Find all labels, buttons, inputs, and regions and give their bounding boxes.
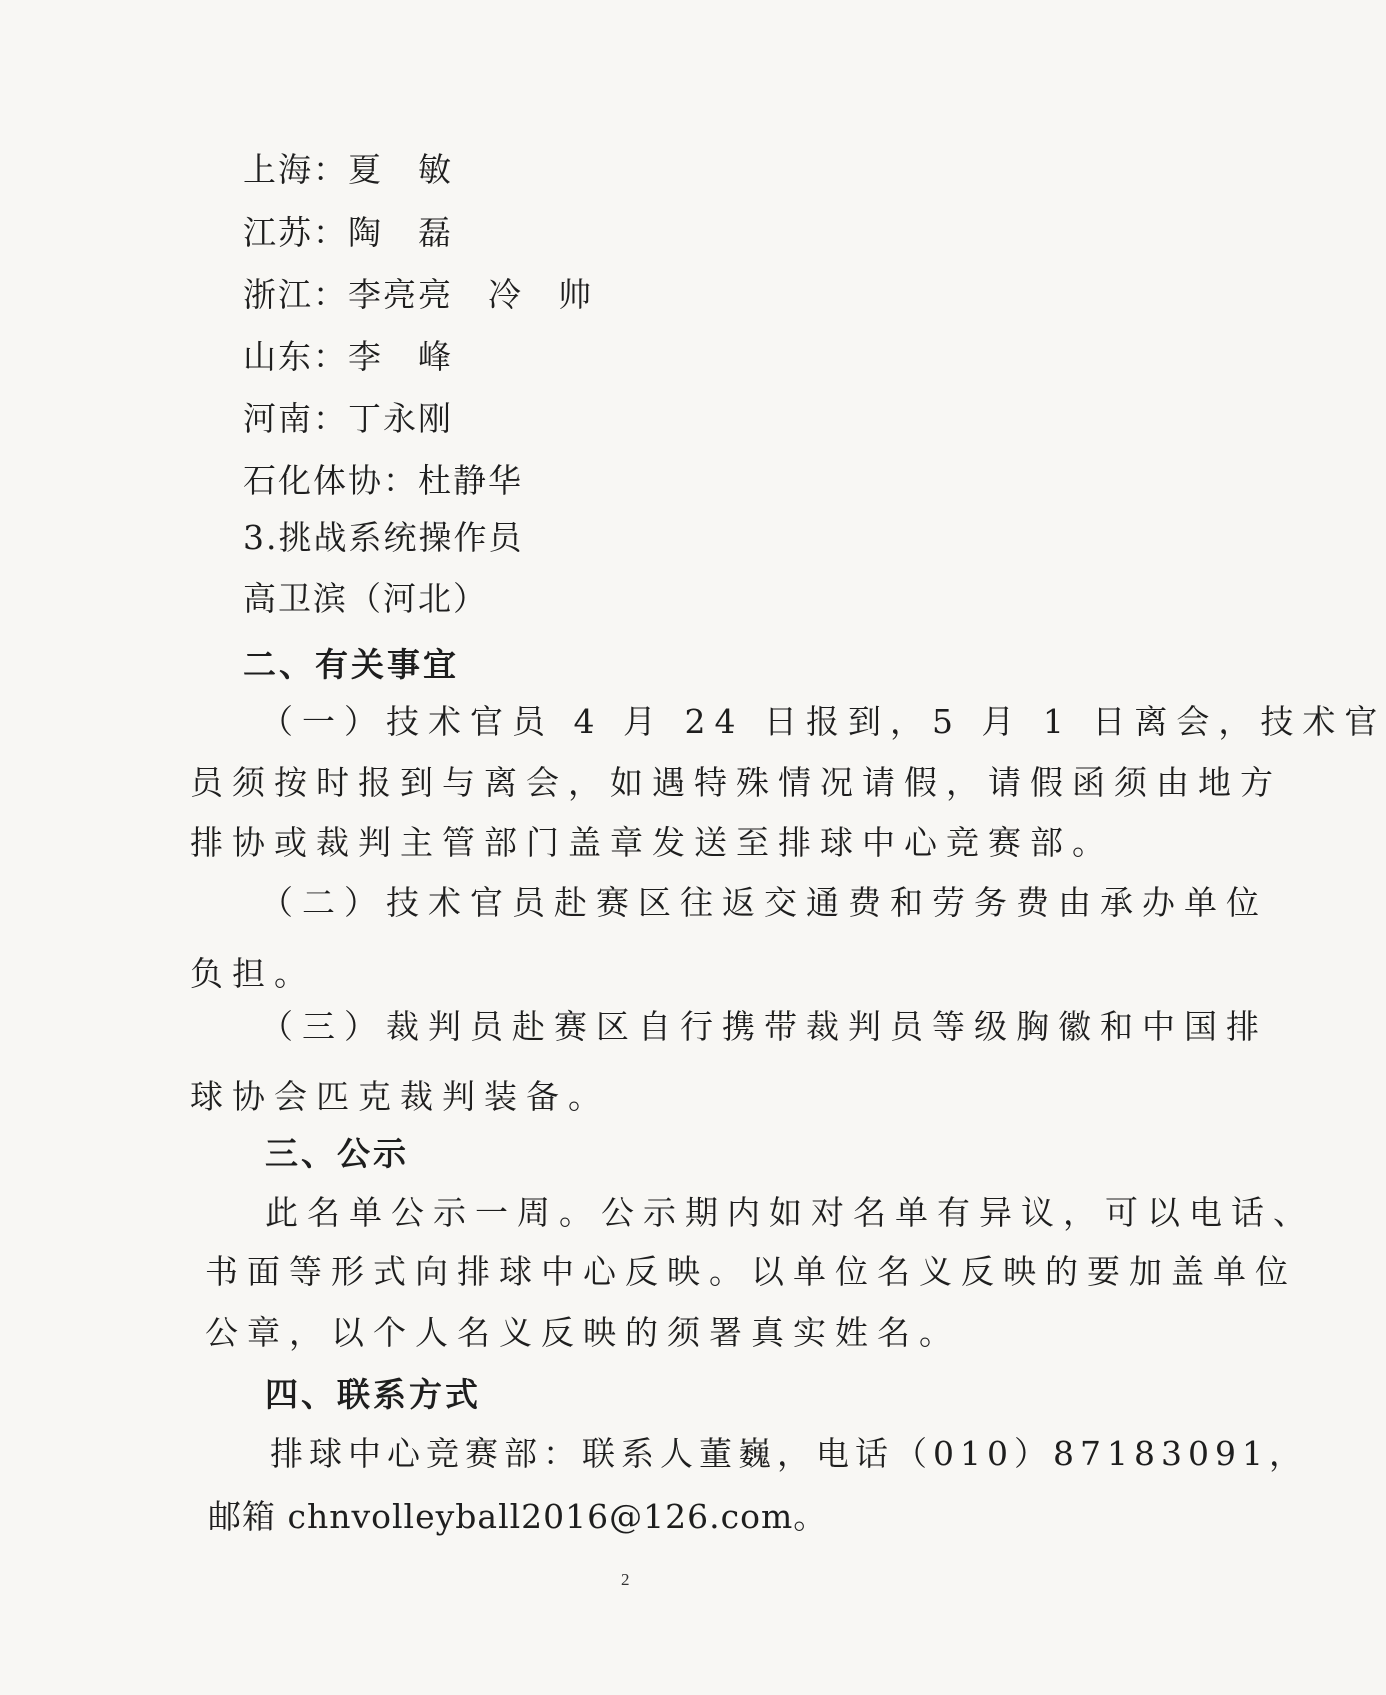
paragraph-line: （一）技术官员 4 月 24 日报到，5 月 1 日离会，技术官 (260, 702, 1386, 741)
paragraph-line: （二）技术官员赴赛区往返交通费和劳务费由承办单位 (260, 883, 1268, 922)
section-heading-publicity: 三、公示 (265, 1134, 409, 1173)
list-item-henan: 河南：丁永刚 (243, 399, 453, 438)
paragraph-line: 书面等形式向排球中心反映。以单位名义反映的要加盖单位 (205, 1252, 1297, 1291)
list-item-jiangsu: 江苏：陶 磊 (243, 213, 453, 252)
page-number: 2 (621, 1570, 630, 1589)
paragraph-line: 负担。 (190, 954, 316, 993)
paragraph-line: （三）裁判员赴赛区自行携带裁判员等级胸徽和中国排 (260, 1007, 1268, 1046)
list-item-shanghai: 上海：夏 敏 (243, 150, 453, 189)
list-item-zhejiang: 浙江：李亮亮 冷 帅 (243, 275, 593, 314)
section-heading-matters: 二、有关事宜 (243, 645, 459, 684)
list-item-gao-weibin: 高卫滨（河北） (243, 579, 488, 618)
paragraph-line: 公章，以个人名义反映的须署真实姓名。 (205, 1313, 961, 1352)
paragraph-line: 员须按时报到与离会，如遇特殊情况请假，请假函须由地方 (190, 763, 1282, 802)
section-heading-contact: 四、联系方式 (265, 1375, 481, 1414)
list-subheading-challenge-operator: 3.挑战系统操作员 (243, 518, 524, 557)
contact-email-line: 邮箱 chnvolleyball2016@126.com。 (208, 1497, 828, 1536)
contact-line: 排球中心竞赛部：联系人董巍，电话（010）87183091， (270, 1434, 1308, 1473)
list-item-petrochemical: 石化体协：杜静华 (243, 461, 523, 500)
paragraph-line: 球协会匹克裁判装备。 (190, 1077, 610, 1116)
list-item-shandong: 山东：李 峰 (243, 337, 453, 376)
paragraph-line: 排协或裁判主管部门盖章发送至排球中心竞赛部。 (190, 823, 1114, 862)
paragraph-line: 此名单公示一周。公示期内如对名单有异议，可以电话、 (265, 1193, 1315, 1232)
